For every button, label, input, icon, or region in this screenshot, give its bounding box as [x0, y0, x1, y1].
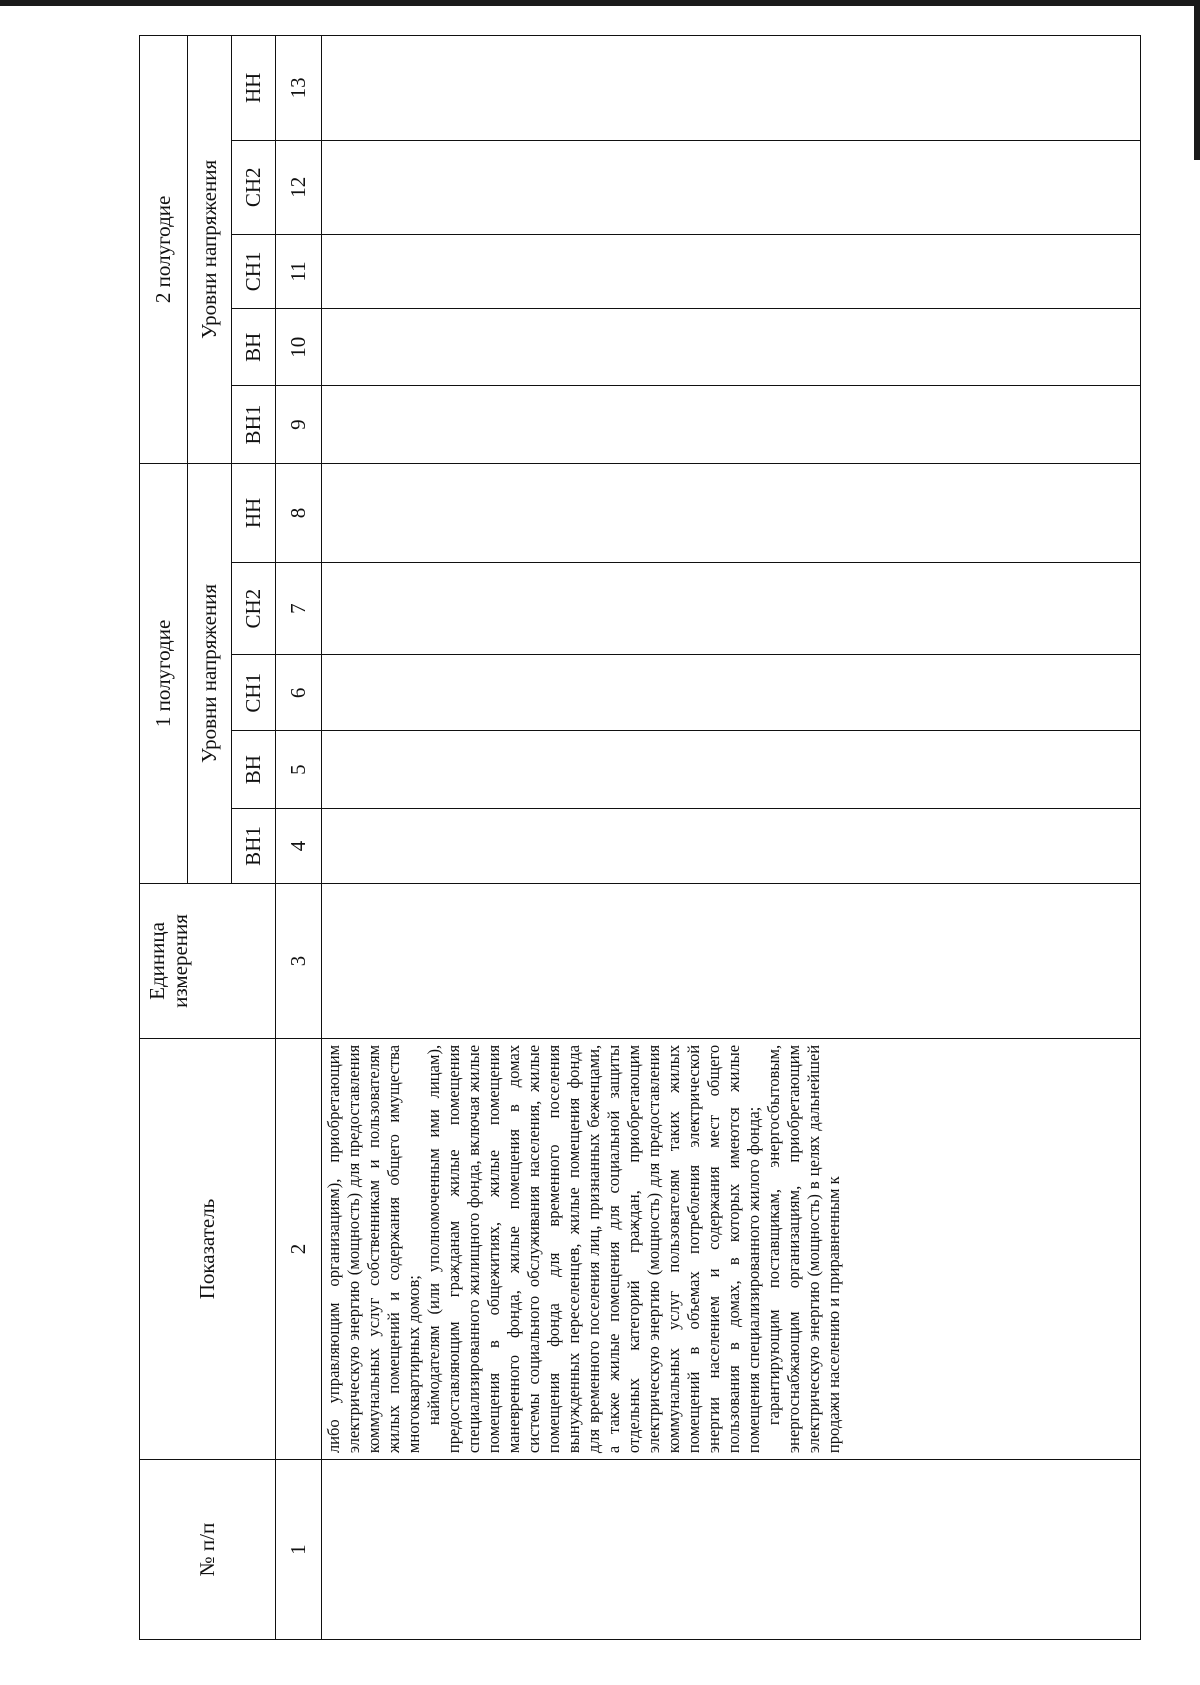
- column-number: 11: [276, 234, 322, 308]
- scan-edge-top: [0, 0, 1200, 6]
- body-cell-value: [322, 309, 1141, 386]
- level-h1-vn1: ВН1: [232, 808, 276, 883]
- level-h1-vn: ВН: [232, 731, 276, 808]
- level-h1-sn2: СН2: [232, 563, 276, 655]
- indicator-text-cell: [322, 1038, 1141, 1459]
- header-indicator: Показатель: [140, 1038, 276, 1459]
- column-number: 5: [276, 731, 322, 808]
- column-number: 4: [276, 808, 322, 883]
- body-cell-value: [322, 563, 1141, 655]
- scan-edge-right: [1194, 0, 1200, 160]
- header-levels-half-1: Уровни напряжения: [188, 463, 232, 883]
- tariff-table: [139, 35, 1141, 1640]
- column-number: 8: [276, 463, 322, 562]
- level-h2-vn: ВН: [232, 309, 276, 386]
- column-number: 2: [276, 1038, 322, 1459]
- level-h2-sn1: СН1: [232, 234, 276, 308]
- body-cell-num: [322, 1460, 1141, 1640]
- column-number: 13: [276, 36, 322, 141]
- body-paragraph: либо управляющим организациям), приобретающим электрическую энергию (мощность) для предоставления коммунальных услуг собственникам и пользователям жилых помещений и содержания общего имущества многоквартирных домов;: [324, 1044, 423, 1454]
- level-h1-nn: НН: [232, 463, 276, 562]
- body-cell-value: [322, 463, 1141, 562]
- level-h2-vn1: ВН1: [232, 386, 276, 463]
- body-paragraph: наймодателям (или уполномоченным ими лицам), предоставляющим гражданам жилые помещения специализированного жилищного фонда, включая жилые помещения в общежитиях, жилые помещения маневренного фонда, жилые помещения в домах системы социального обслуживания населения, жилые помещения фонда для временного поселения вынужденных переселенцев, жилые помещения фонда для временного поселения лиц, признанных беженцами, а также жилые помещения для социальной защиты отдельных категорий граждан, приобретающим электрическую энергию (мощность) для предоставления коммунальных услуг пользователям таких жилых помещений в объемах потребления электрической энергии населением и содержания мест общего пользования в домах, в которых имеются жилые помещения специализированного жилого фонда;: [424, 1044, 763, 1454]
- column-number: 9: [276, 386, 322, 463]
- header-row-num: № п/п: [140, 1460, 276, 1640]
- body-cell-value: [322, 731, 1141, 808]
- rotated-page: [139, 40, 1139, 1640]
- column-number: 3: [276, 884, 322, 1039]
- header-half-2: 2 полугодие: [140, 36, 188, 464]
- header-levels-half-2: Уровни напряжения: [188, 36, 232, 464]
- body-cell-value: [322, 386, 1141, 463]
- header-half-1: 1 полугодие: [140, 463, 188, 883]
- body-paragraph: гарантирующим поставщикам, энергосбытовым, энергоснабжающим организациям, приобретающим электрическую энергию (мощность) в целях дальнейшей продажи населению и приравненным к: [764, 1044, 843, 1454]
- column-number: 7: [276, 563, 322, 655]
- body-cell-unit: [322, 884, 1141, 1039]
- column-number: 12: [276, 140, 322, 234]
- column-number: 10: [276, 309, 322, 386]
- body-cell-value: [322, 36, 1141, 141]
- body-cell-value: [322, 808, 1141, 883]
- level-h2-sn2: СН2: [232, 140, 276, 234]
- header-unit: Единица измерения: [140, 884, 276, 1039]
- level-h2-nn: НН: [232, 36, 276, 141]
- column-number: 6: [276, 655, 322, 731]
- level-h1-sn1: СН1: [232, 655, 276, 731]
- body-cell-value: [322, 140, 1141, 234]
- column-number: 1: [276, 1460, 322, 1640]
- body-cell-value: [322, 655, 1141, 731]
- body-cell-value: [322, 234, 1141, 308]
